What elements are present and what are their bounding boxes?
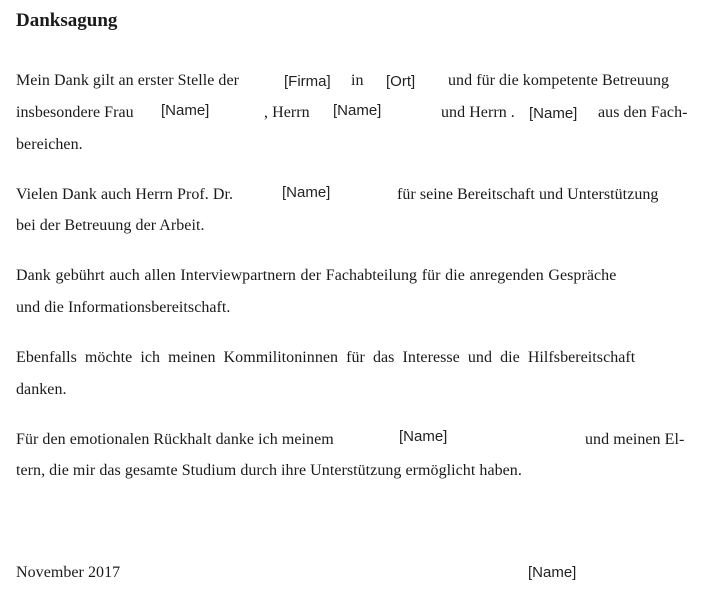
footer-signature-name: [Name] bbox=[528, 564, 577, 581]
p1-line2-text-a: insbesondere Frau bbox=[16, 104, 134, 121]
p4-line1: Ebenfalls möchte ich meinen Kommilitoninnen für das Interesse und die Hilfsbereitschaft bbox=[16, 349, 636, 366]
p1-line1-text-b: und für die kompetente Betreuung bbox=[448, 72, 670, 89]
placeholder-name-herrn2: [Name] bbox=[529, 105, 578, 122]
p2-line1-text-b: für seine Bereitschaft und Unterstützung bbox=[397, 186, 659, 203]
p1-line1-text-a: Mein Dank gilt an erster Stelle der bbox=[16, 72, 240, 89]
p5-line1-text-a: Für den emotionalen Rückhalt danke ich meinem bbox=[16, 431, 334, 448]
p4-line2: danken. bbox=[16, 381, 67, 398]
p1-line2-herrn2: und Herrn . bbox=[441, 104, 515, 121]
p1-line2-text-b: aus den Fach- bbox=[598, 104, 688, 121]
p3-line2: und die Informationsbereitschaft. bbox=[16, 299, 231, 316]
p1-line1-in: in bbox=[351, 72, 364, 89]
p5-line1-text-b: und meinen El- bbox=[585, 431, 685, 448]
p2-line1-text-a: Vielen Dank auch Herrn Prof. Dr. bbox=[16, 186, 234, 203]
placeholder-ort: [Ort] bbox=[386, 73, 416, 90]
p2-line2: bei der Betreuung der Arbeit. bbox=[16, 217, 205, 234]
placeholder-firma: [Firma] bbox=[284, 73, 331, 90]
placeholder-name-prof: [Name] bbox=[282, 184, 331, 201]
p1-line2-herrn1: , Herrn bbox=[264, 104, 310, 121]
placeholder-name-frau: [Name] bbox=[161, 102, 210, 119]
placeholder-name-herrn1: [Name] bbox=[333, 102, 382, 119]
p3-line1: Dank gebührt auch allen Interviewpartnern der Fachabteilung für die anregenden Gespräche bbox=[16, 267, 617, 284]
p1-line3: bereichen. bbox=[16, 136, 83, 153]
footer-date: November 2017 bbox=[16, 564, 121, 581]
page-title: Danksagung bbox=[16, 10, 118, 31]
placeholder-name-partner: [Name] bbox=[399, 428, 448, 445]
p5-line2: tern, die mir das gesamte Studium durch ihre Unterstützung ermöglicht haben. bbox=[16, 462, 522, 479]
